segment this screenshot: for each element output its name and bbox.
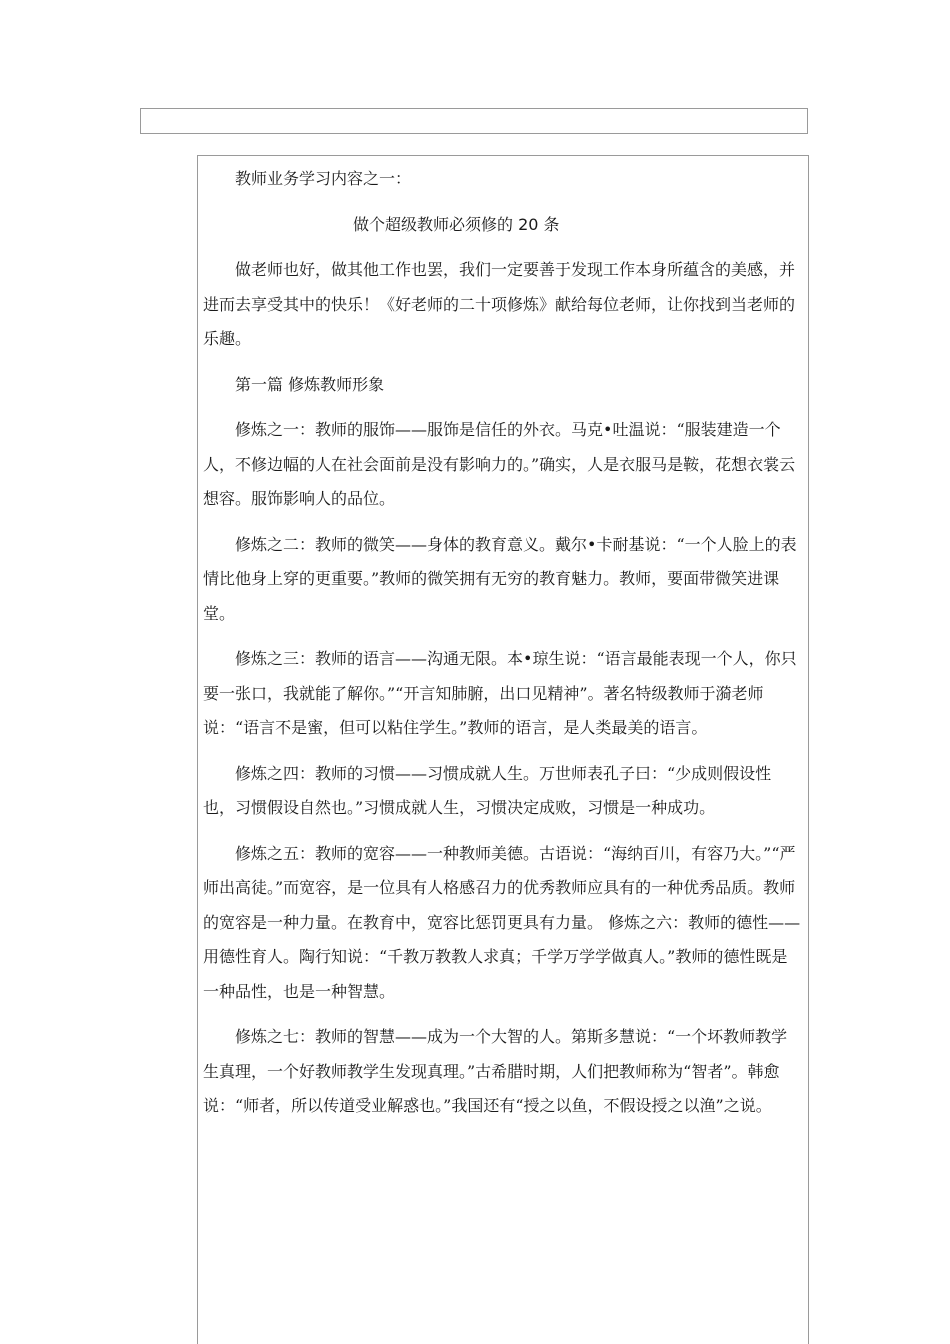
paragraph-intro: 做老师也好，做其他工作也罢，我们一定要善于发现工作本身所蕴含的美感，并进而去享受其中的快乐！《好老师的二十项修炼》献给每位老师，让你找到当老师的乐趣。	[203, 260, 796, 348]
document-content-box	[197, 155, 809, 1344]
section-heading: 第一篇 修炼教师形象	[235, 374, 385, 394]
paragraph-item-7: 修炼之七：教师的智慧——成为一个大智的人。第斯多慧说：“一个坏教师教学生真理，一个好教师教学生发现真理。”古希腊时期，人们把教师称为“智者”。韩愈说：“师者，所以传道受业解惑也。”我国还有“授之以鱼，不假设授之以渔”之说。	[203, 1027, 788, 1115]
document-title: 做个超级教师必须修的 20 条	[353, 214, 560, 234]
intro-label: 教师业务学习内容之一：	[235, 169, 412, 188]
header-table-box	[140, 108, 808, 134]
paragraph-item-5-6: 修炼之五：教师的宽容——一种教师美德。古语说：“海纳百川，有容乃大。”“严师出高徒。”而宽容，是一位具有人格感召力的优秀教师应具有的一种优秀品质。教师的宽容是一种力量。在教育中，宽容比惩罚更具有力量。 修炼之六：教师的德性——用德性育人。陶行知说：“千教万教教人求真；千学万学学做真人。”教师的德性既是一种品性，也是一种智慧。	[203, 843, 801, 1001]
paragraph-item-3: 修炼之三：教师的语言——沟通无限。本•琼生说：“语言最能表现一个人，你只要一张口，我就能了解你。”“开言知肺腑，出口见精神”。著名特级教师于漪老师说：“语言不是蜜，但可以粘住学生。”教师的语言，是人类最美的语言。	[203, 649, 797, 737]
paragraph-item-4: 修炼之四：教师的习惯——习惯成就人生。万世师表孔子曰：“少成则假设性也，习惯假设自然也。”习惯成就人生，习惯决定成败，习惯是一种成功。	[203, 763, 772, 817]
paragraph-item-2: 修炼之二：教师的微笑——身体的教育意义。戴尔•卡耐基说：“一个人脸上的表情比他身上穿的更重要。”教师的微笑拥有无穷的教育魅力。教师，要面带微笑进课堂。	[203, 534, 797, 623]
paragraph-item-1: 修炼之一：教师的服饰——服饰是信任的外衣。马克•吐温说：“服装建造一个人，不修边幅的人在社会面前是没有影响力的。”确实，人是衣服马是鞍，花想衣裳云想容。服饰影响人的品位。	[203, 420, 796, 508]
